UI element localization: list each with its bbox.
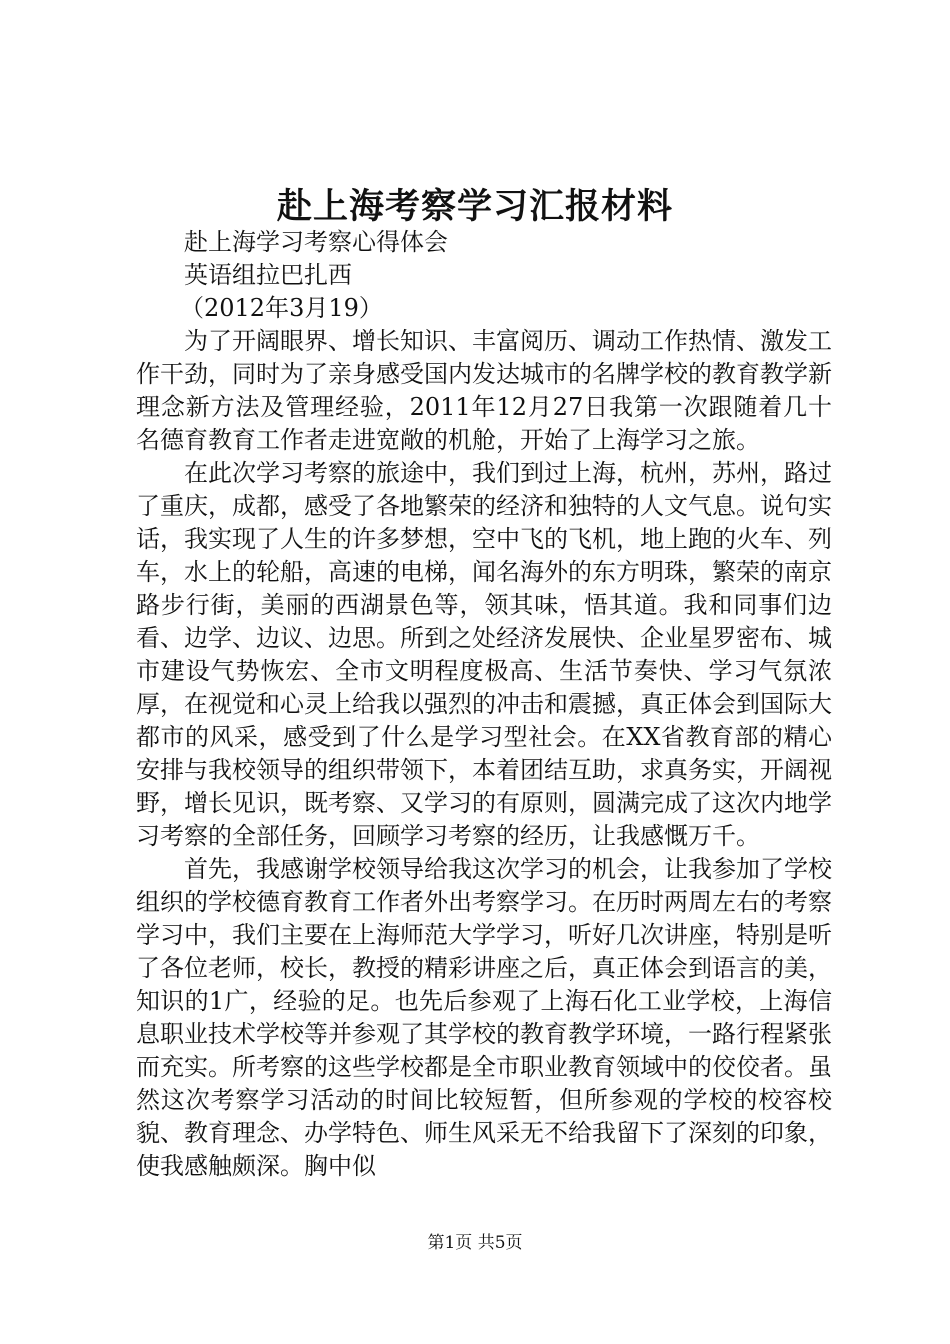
paragraph-1: 为了开阔眼界、增长知识、丰富阅历、调动工作热情、激发工作干劲，同时为了亲身感受国内发达城市的名牌学校的教育教学新理念新方法及管理经验，2011年12月27日我第一次跟随着几十名德育教育工作者走进宽敞的机舱，开始了上海学习之旅。 [136,327,832,454]
document-subtitle: 赴上海学习考察心得体会 [184,228,448,256]
paragraph-3: 首先，我感谢学校领导给我这次学习的机会，让我参加了学校组织的学校德育教育工作者外出考察学习。在历时两周左右的考察学习中，我们主要在上海师范大学学习，听好几次讲座，特别是听了各位老师，校长，教授的精彩讲座之后，真正体会到语言的美，知识的1广，经验的足。也先后参观了上海石化工业学校，上海信息职业技术学校等并参观了其学校的教育教学环境，一路行程紧张而充实。所考察的这些学校都是全市职业教育领域中的佼佼者。虽然这次考察学习活动的时间比较短暂，但所参观的学校的校容校貌、教育理念、办学特色、师生风采无不给我留下了深刻的印象，使我感触颇深。胸中似 [136,855,832,1180]
document-title: 赴上海考察学习汇报材料 [276,186,673,227]
document-body [136,226,832,1183]
paragraph-2: 在此次学习考察的旅途中，我们到过上海，杭州，苏州，路过了重庆，成都，感受了各地繁荣的经济和独特的人文气息。说句实话，我实现了人生的许多梦想，空中飞的飞机，地上跑的火车、列车，水上的轮船，高速的电梯，闻名海外的东方明珠，繁荣的南京路步行街，美丽的西湖景色等，领其味，悟其道。我和同事们边看、边学、边议、边思。所到之处经济发展快、企业星罗密布、城市建设气势恢宏、全市文明程度极高、生活节奏快、学习气氛浓厚，在视觉和心灵上给我以强烈的冲击和震撼，真正体会到国际大都市的风采，感受到了什么是学习型社会。在XX省教育部的精心安排与我校领导的组织带领下，本着团结互助，求真务实，开阔视野，增长见识，既考察、又学习的有原则，圆满完成了这次内地学习考察的全部任务，回顾学习考察的经历，让我感慨万千。 [136,459,832,850]
document-author: 英语组拉巴扎西 [184,261,352,289]
document-date: （2012年3月19） [180,294,383,322]
page-footer: 第1页 共5页 [427,1233,523,1253]
